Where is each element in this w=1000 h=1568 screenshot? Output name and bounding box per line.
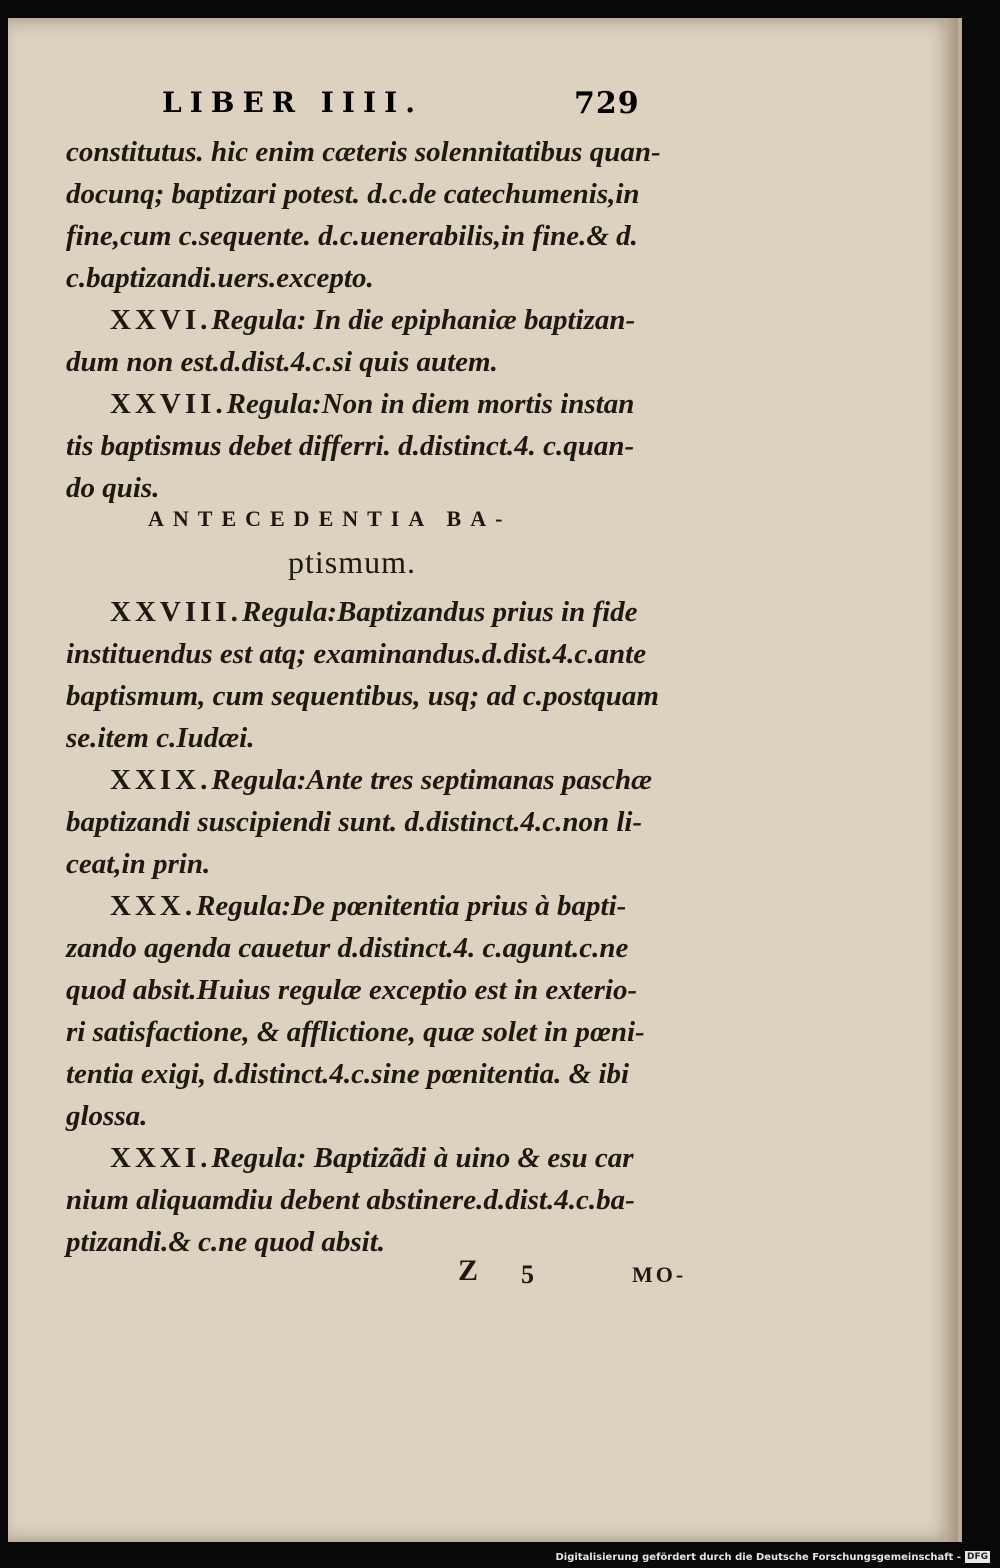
rule-text: Regula:Non in diem mortis instan [226, 388, 635, 420]
rule-number: XXVI. [110, 304, 212, 336]
text-line: ri satisfactione, & afflictione, quæ solet in pœni- [66, 1016, 645, 1048]
page-content [8, 18, 958, 1542]
text-line: tis baptismus debet differri. d.distinct.4. c.quan- [66, 430, 635, 462]
rule-number: XXIX. [110, 764, 212, 796]
rule-text: Regula:Baptizandus prius in fide [241, 596, 638, 628]
credit-text: Digitalisierung gefördert durch die Deutsche Forschungsgemeinschaft - [555, 1551, 961, 1563]
running-title: LIBER IIII. [162, 86, 423, 119]
signature-mark: Z [458, 1254, 479, 1287]
rule-first-line [110, 764, 652, 797]
text-line: docunq; baptizari potest. d.c.de catechumenis,in [66, 178, 640, 210]
text-line: zando agenda cauetur d.distinct.4. c.agunt.c.ne [66, 932, 629, 964]
digitization-credit [555, 1549, 990, 1565]
text-line: baptizandi suscipiendi sunt. d.distinct.4.c.non li- [66, 806, 643, 838]
text-line: instituendus est atq; examinandus.d.dist.4.c.ante [66, 638, 647, 670]
text-line: constitutus. hic enim cæteris solennitatibus quan- [66, 136, 661, 168]
rule-first-line [110, 890, 626, 923]
section-heading-continued: ptismum. [288, 544, 417, 580]
text-line: nium aliquamdiu debent abstinere.d.dist.4.c.ba- [66, 1184, 635, 1216]
text-line: baptismum, cum sequentibus, usq; ad c.postquam [66, 680, 659, 712]
section-heading: ANTECEDENTIA BA- [148, 506, 512, 531]
rule-number: XXXI. [110, 1142, 212, 1174]
rule-text: Regula:Ante tres septimanas paschæ [211, 764, 653, 796]
rule-first-line [110, 1142, 634, 1175]
dfg-logo: DFG [966, 1552, 988, 1562]
rule-number: XXX. [110, 890, 197, 922]
text-line: quod absit.Huius regulæ exceptio est in exterio- [66, 974, 638, 1006]
text-line: ceat,in prin. [66, 848, 211, 880]
text-line: se.item c.Iudæi. [66, 722, 255, 754]
rule-first-line [110, 596, 638, 629]
signature-number: 5 [521, 1260, 534, 1289]
rule-text: Regula: In die epiphaniæ baptizan- [211, 304, 636, 336]
body-text [66, 18, 706, 1542]
text-line: dum non est.d.dist.4.c.si quis autem. [66, 346, 498, 378]
text-line: tentia exigi, d.distinct.4.c.sine pœnitentia. & ibi [66, 1058, 630, 1090]
text-line: do quis. [66, 472, 160, 504]
page-number: 729 [574, 86, 640, 121]
text-line: fine,cum c.sequente. d.c.uenerabilis,in fine.& d. [66, 220, 638, 252]
rule-text: Regula:De pœnitentia prius à bapti- [196, 890, 627, 922]
text-line: c.baptizandi.uers.excepto. [66, 262, 374, 294]
catchword: MO- [632, 1262, 687, 1287]
rule-text: Regula: Baptizãdi à uino & esu car [211, 1142, 634, 1174]
rule-number: XXVIII. [110, 596, 242, 628]
text-line: ptizandi.& c.ne quod absit. [66, 1226, 386, 1258]
text-line: glossa. [66, 1100, 148, 1132]
rule-first-line [110, 388, 634, 421]
rule-first-line [110, 304, 635, 337]
rule-number: XXVII. [110, 388, 227, 420]
